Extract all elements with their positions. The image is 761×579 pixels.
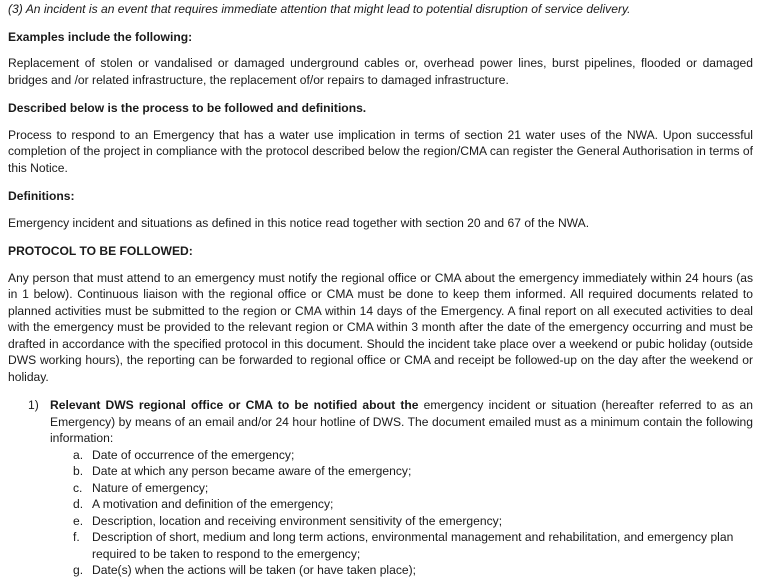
incident-definition: (3) An incident is an event that requires immediate attention that might lead to potential disruption of service delivery. xyxy=(8,2,631,16)
sub-item-text: Description, location and receiving environment sensitivity of the emergency; xyxy=(92,513,503,528)
sub-item-f xyxy=(50,529,753,562)
item-number: 1) xyxy=(28,398,39,412)
sub-item-letter: d. xyxy=(73,497,84,511)
sub-item-text: Date of occurrence of the emergency; xyxy=(92,447,295,462)
numbered-item-1 xyxy=(8,397,753,579)
sub-item-b xyxy=(50,463,753,480)
sub-list xyxy=(50,447,753,579)
sub-item-e xyxy=(50,513,753,530)
sub-item-letter: e. xyxy=(73,513,84,528)
sub-item-letter: g. xyxy=(73,563,84,577)
sub-item-text: A motivation and definition of the emergency; xyxy=(92,497,334,511)
definitions-paragraph: Emergency incident and situations as defined in this notice read together with section 20 and 67 of the NWA. xyxy=(8,215,590,230)
sub-item-text: Nature of emergency; xyxy=(92,480,209,495)
sub-item-letter: f. xyxy=(73,530,80,544)
item-body xyxy=(50,397,753,447)
sub-item-letter: b. xyxy=(73,464,84,478)
examples-heading: Examples include the following: xyxy=(8,29,193,44)
item-rest: emergency incident or situation (hereafter referred to as an Emergency) by means of an email and/or 24 hour hotline of DWS. The document emailed must as a minimum contain the following information: xyxy=(50,398,753,445)
item-bold-lead: Relevant DWS regional office or CMA to be notified about the xyxy=(50,398,419,412)
process-heading: Described below is the process to be followed and definitions. xyxy=(8,101,367,115)
process-paragraph: Process to respond to an Emergency that has a water use implication in terms of section 21 water uses of the NWA. Upon successful completion of the project in compliance with the protocol described below the region/CMA can register the General Authorisation in terms of this Notice. xyxy=(8,127,753,175)
protocol-paragraph: Any person that must attend to an emergency must notify the regional office or CMA about the emergency immediately within 24 hours (as in 1 below). Continuous liaison with the regional office or CMA must be done to keep them informed. All required documents related to planned activities must be submitted to the region or CMA within 14 days of the Emergency. A final report on all executed activities to deal with the emergency must be provided to the relevant region or CMA within 3 month after the date of the emergency occurring and must be drafted in accordance with the specified protocol in this document. Should the incident take place over a weekend or pubic holiday (outside DWS working hours), the reporting can be forwarded to regional office or CMA and receipt be followed-up on the day after the weekend or holiday. xyxy=(8,270,753,384)
sub-item-g xyxy=(50,562,753,579)
sub-item-c xyxy=(50,480,753,497)
sub-item-text: Date at which any person became aware of the emergency; xyxy=(92,464,412,478)
document-page xyxy=(8,0,753,579)
examples-paragraph: Replacement of stolen or vandalised or damaged underground cables or, overhead power lines, burst pipelines, flooded or damaged bridges and /or related infrastructure, the replacement of/or repairs to damaged infrastructure. xyxy=(8,56,753,87)
sub-item-a xyxy=(50,447,753,464)
definitions-heading: Definitions: xyxy=(8,189,75,203)
sub-item-letter: c. xyxy=(73,480,83,495)
sub-item-text: Date(s) when the actions will be taken (or have taken place); xyxy=(92,563,417,577)
sub-item-d xyxy=(50,496,753,513)
sub-item-text: Description of short, medium and long term actions, environmental management and rehabilitation, and emergency plan required to be taken to respond to the emergency; xyxy=(92,530,734,561)
protocol-heading: PROTOCOL TO BE FOLLOWED: xyxy=(8,244,193,258)
sub-item-letter: a. xyxy=(73,447,84,462)
